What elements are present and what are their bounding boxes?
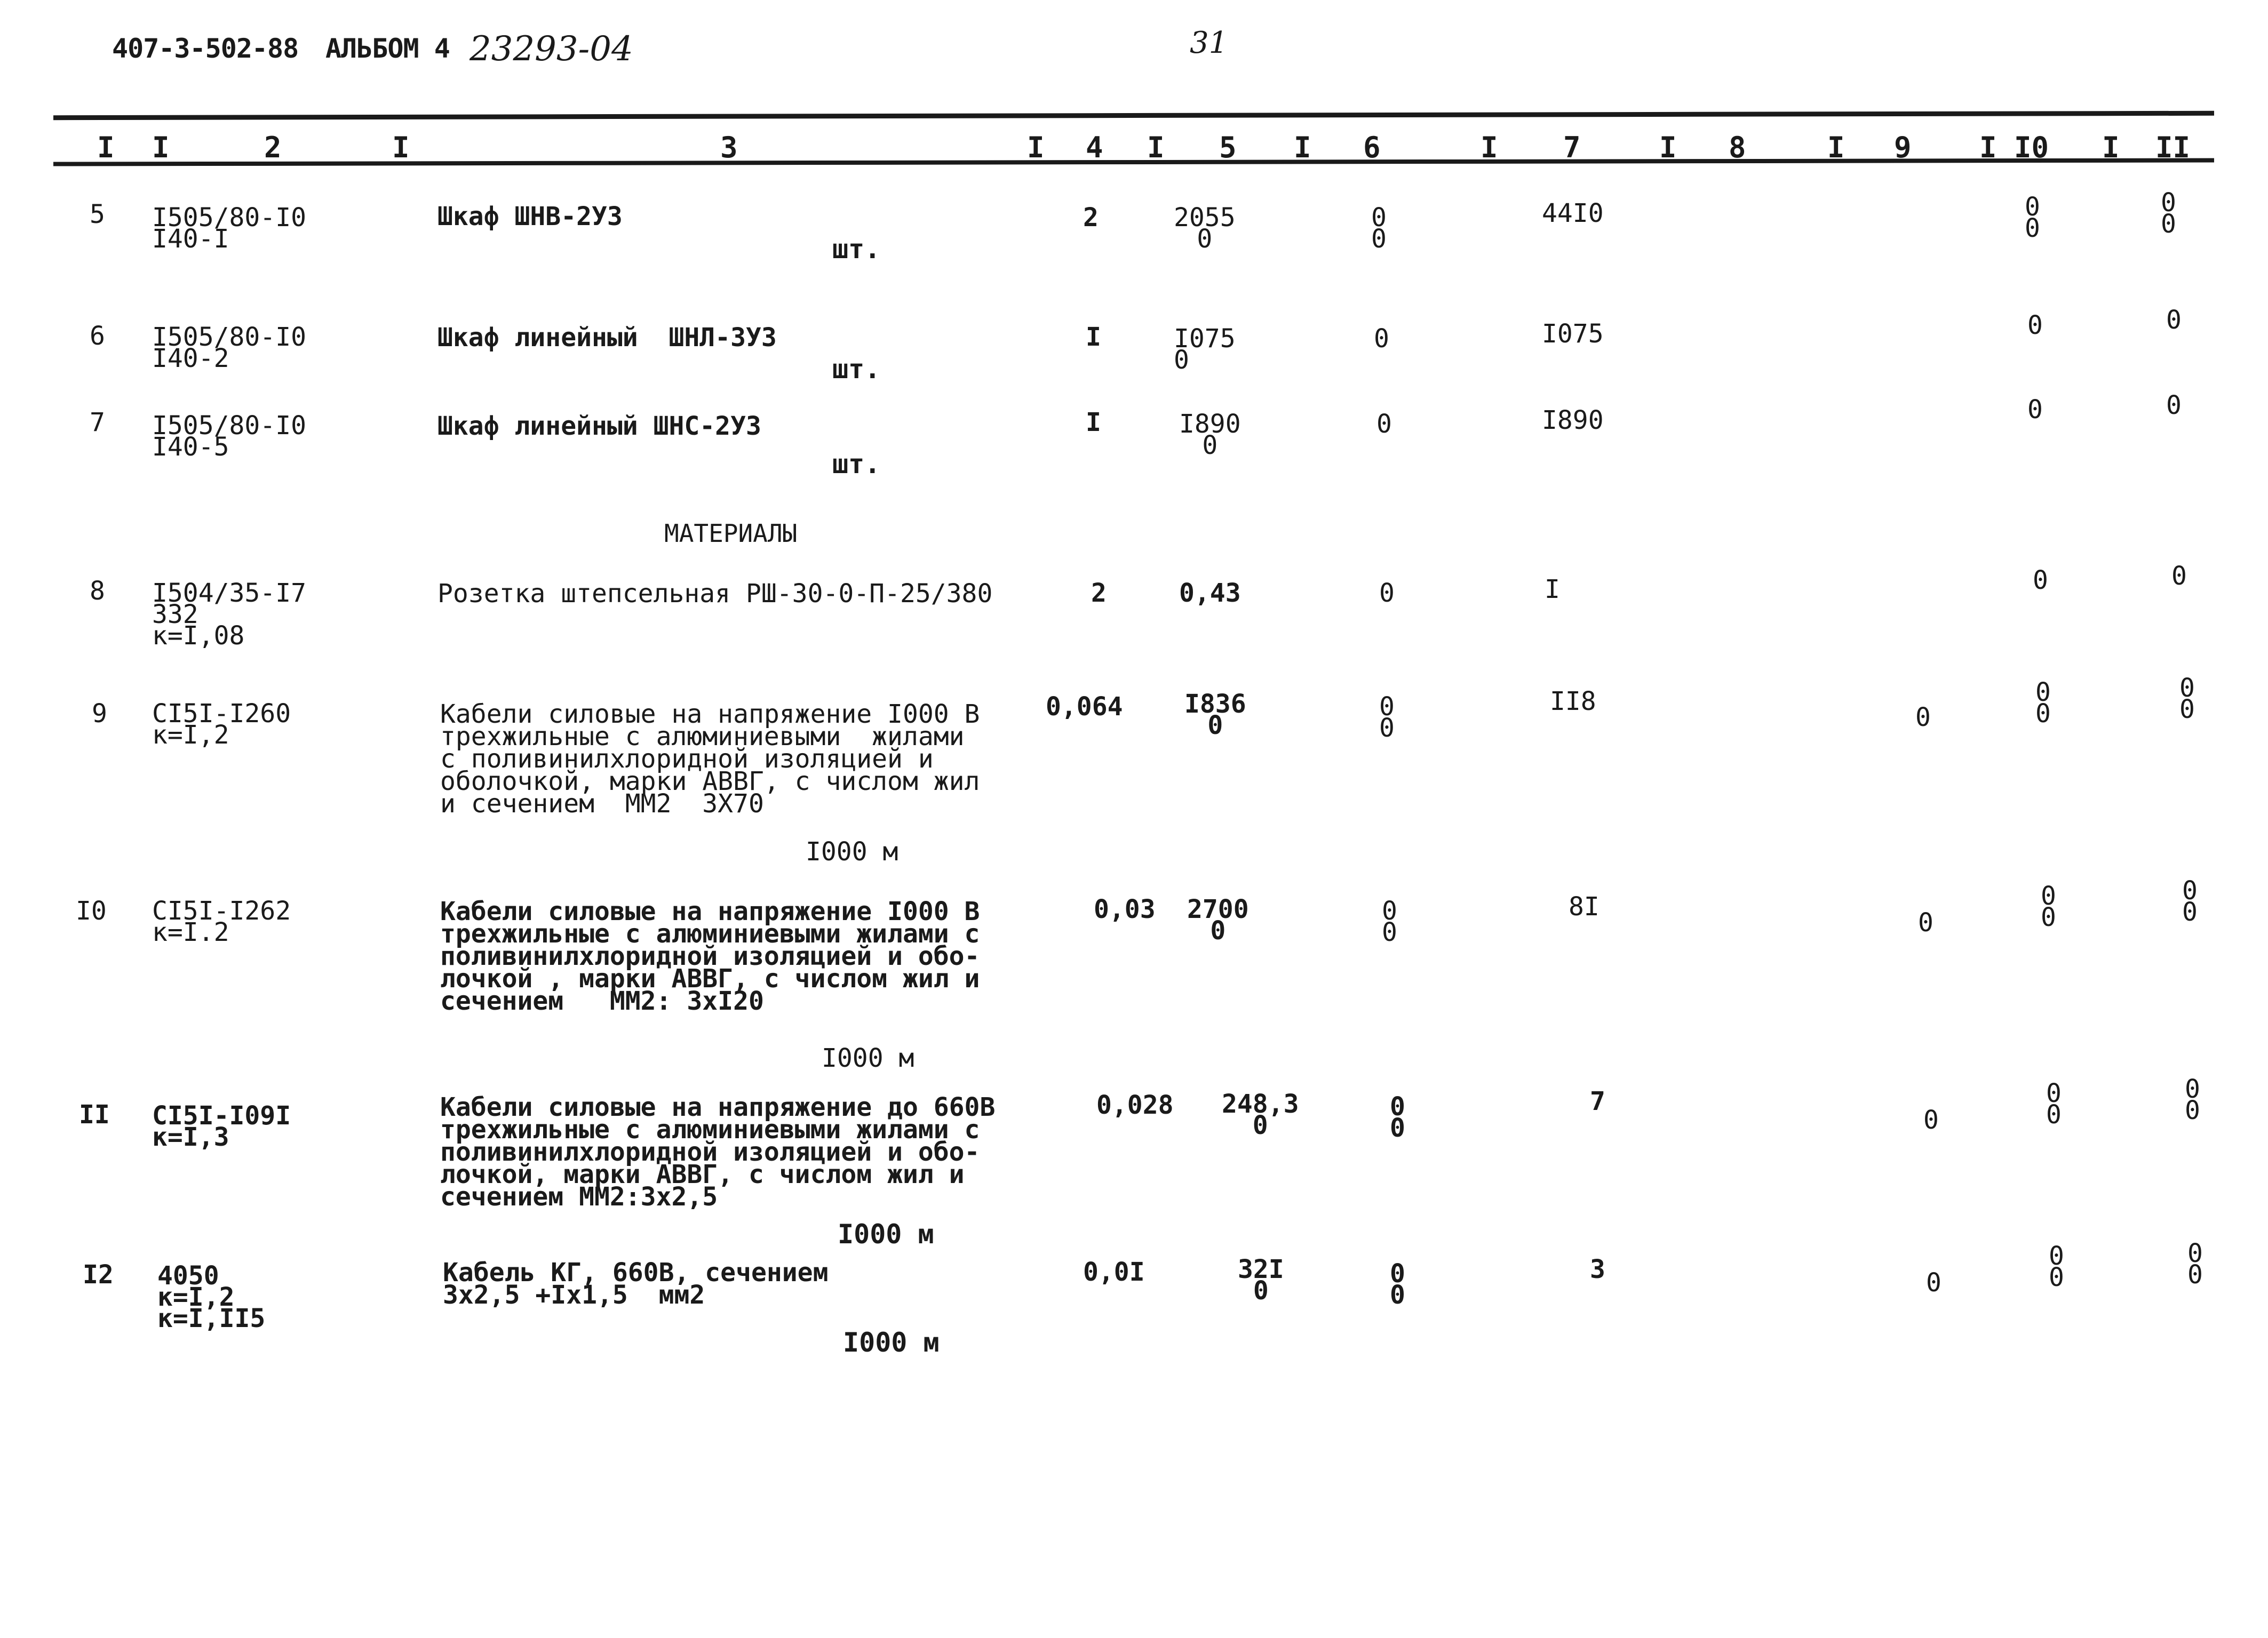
row-col7: I890 — [1542, 405, 1604, 435]
column-header-11: II — [2155, 131, 2191, 164]
header-top-rule — [53, 111, 2214, 120]
column-header-3: 3 — [720, 131, 738, 164]
row-unit: I000 м — [822, 1043, 914, 1073]
row-col9: 0 — [1918, 908, 1933, 938]
row-code: I505/80-I0 I40-I — [152, 203, 306, 254]
row-col6: 0 0 — [1390, 1259, 1405, 1310]
row-code: I505/80-I0 I40-2 — [152, 322, 306, 373]
header-bottom-rule — [53, 158, 2214, 166]
row-col11: 0 — [2171, 561, 2187, 591]
row-unit: I000 м — [838, 1219, 934, 1250]
row-col11: 0 0 — [2182, 876, 2198, 927]
row-col10: 0 0 — [2035, 677, 2051, 729]
column-separator: I — [1294, 131, 1311, 164]
row-quantity: 2 — [1083, 203, 1099, 233]
row-quantity: I — [1086, 407, 1101, 437]
row-col11: 0 0 — [2187, 1239, 2203, 1290]
row-code: СI5I-I260 к=I,2 — [152, 699, 291, 750]
row-unit: шт. — [832, 354, 881, 385]
row-col10: 0 0 — [2046, 1078, 2062, 1130]
row-col5: I075 0 — [1174, 324, 1236, 375]
row-col5: 0,43 — [1179, 578, 1241, 608]
row-col10: 0 — [2027, 310, 2043, 340]
row-number: I0 — [76, 896, 107, 926]
row-col5: I890 0 — [1179, 409, 1241, 460]
row-unit: шт. — [832, 234, 881, 265]
row-col6: 0 0 — [1382, 896, 1397, 947]
row-col11: 0 0 — [2179, 673, 2195, 724]
row-col10: 0 — [2033, 565, 2048, 595]
page-number: 31 — [1190, 26, 1228, 60]
row-col7: 44I0 — [1542, 198, 1604, 228]
row-description: Кабели силовые на напряжение I000 В трехжильные с алюминиевыми жилами с поливинилхлоридной изоляцией и обо- лочкой , марки АВВГ, с числом жил и сечением ММ2: 3хI20 — [440, 897, 980, 1016]
section-title: МАТЕРИАЛЫ — [664, 519, 798, 548]
column-separator: I — [1147, 131, 1165, 164]
row-number: I2 — [83, 1260, 114, 1290]
row-col11: 0 — [2166, 390, 2182, 420]
row-number: 7 — [90, 407, 105, 437]
column-header-5: 5 — [1219, 131, 1237, 164]
column-header-7: 7 — [1563, 131, 1581, 164]
row-description: Кабели силовые на напряжение I000 В трехжильные с алюминиевыми жилами с поливинилхлоридной изоляцией и оболочкой, марки АВВГ, с числом жил и сечением ММ2 3Х70 — [440, 699, 980, 819]
row-col11: 0 — [2166, 305, 2182, 335]
row-col11: 0 0 — [2185, 1074, 2200, 1125]
handwritten-number: 23293-04 — [469, 29, 633, 69]
row-unit: I000 м — [843, 1327, 940, 1358]
row-description: Кабель КГ, 660В, сечением 3х2,5 +Iх1,5 мм2 — [443, 1258, 829, 1310]
column-header-4: 4 — [1086, 131, 1103, 164]
row-col6: 0 0 — [1379, 692, 1395, 743]
row-col5: I836 0 — [1184, 689, 1246, 740]
row-col7: 7 — [1590, 1086, 1605, 1116]
column-header-2: 2 — [264, 131, 282, 164]
column-header-8: 8 — [1729, 131, 1746, 164]
row-quantity: 0,0I — [1083, 1257, 1145, 1287]
row-col10: 0 0 — [2049, 1241, 2064, 1292]
row-col9: 0 — [1915, 702, 1931, 732]
row-col6: 0 — [1374, 324, 1389, 354]
row-col7: I075 — [1542, 319, 1604, 349]
row-quantity: I — [1086, 322, 1101, 352]
row-description: Розетка штепсельная РШ-30-0-П-25/380 — [437, 579, 993, 609]
row-col9: 0 — [1923, 1105, 1939, 1135]
document-code: 407-3-502-88 — [112, 33, 299, 64]
row-col10: 0 0 — [2041, 881, 2056, 932]
row-col10: 0 — [2027, 395, 2043, 425]
column-separator: I — [1027, 131, 1045, 164]
row-number: 5 — [90, 199, 105, 229]
row-col11: 0 0 — [2161, 188, 2176, 239]
row-col5: 248,3 0 — [1222, 1089, 1299, 1140]
row-unit: I000 м — [806, 837, 898, 867]
row-col5: 2055 0 — [1174, 203, 1236, 254]
row-description: Шкаф ШНВ-2У3 — [437, 202, 623, 231]
row-number: II — [79, 1100, 110, 1130]
row-col6: 0 — [1376, 409, 1392, 439]
row-col5: 32I 0 — [1238, 1255, 1284, 1306]
row-code: СI5I-I262 к=I.2 — [152, 896, 291, 947]
row-number: 6 — [90, 321, 105, 351]
column-header-6: 6 — [1363, 131, 1381, 164]
row-description: Шкаф линейный ШНЛ-3У3 — [437, 323, 777, 353]
row-code: I505/80-I0 I40-5 — [152, 411, 306, 462]
column-separator: I — [1481, 131, 1498, 164]
row-col7: 3 — [1590, 1255, 1605, 1284]
row-quantity: 0,064 — [1046, 692, 1123, 722]
row-col7: 8I — [1569, 892, 1599, 922]
column-separator: I — [1827, 131, 1845, 164]
column-separator: I — [2102, 131, 2120, 164]
row-col6: 0 — [1379, 578, 1395, 608]
column-header-1: I — [97, 131, 115, 164]
row-quantity: 0,028 — [1096, 1090, 1174, 1120]
row-code: СI5I-I09I к=I,3 — [152, 1101, 291, 1152]
column-separator: I — [152, 131, 170, 164]
row-code: 4050 к=I,2 к=I,II5 — [157, 1261, 266, 1333]
column-separator: I — [1979, 131, 1997, 164]
column-header-10: I0 — [2014, 131, 2049, 164]
row-col6: 0 0 — [1371, 203, 1387, 254]
row-unit: шт. — [832, 449, 881, 480]
row-quantity: 2 — [1091, 578, 1107, 608]
row-quantity: 0,03 — [1094, 894, 1156, 924]
row-description: Шкаф линейный ШНС-2У3 — [437, 411, 761, 441]
row-col7: I — [1545, 574, 1560, 604]
row-description: Кабели силовые на напряжение до 660В трехжильные с алюминиевыми жилами с поливинилхлоридной изоляцией и обо- лочкой, марки АВВГ, с числом жил и сечением ММ2:3х2,5 — [440, 1092, 996, 1212]
column-header-9: 9 — [1894, 131, 1912, 164]
row-col9: 0 — [1926, 1268, 1941, 1298]
column-separator: I — [1659, 131, 1677, 164]
album-label: АЛЬБОМ 4 — [325, 33, 450, 64]
row-col10: 0 0 — [2025, 192, 2040, 243]
row-number: 8 — [90, 576, 105, 606]
column-separator: I — [392, 131, 410, 164]
row-col7: II8 — [1550, 686, 1596, 716]
row-col5: 2700 0 — [1187, 894, 1249, 946]
row-col6: 0 0 — [1390, 1092, 1405, 1143]
row-number: 9 — [92, 699, 107, 729]
row-code: I504/35-I7 332 к=I,08 — [152, 578, 306, 651]
